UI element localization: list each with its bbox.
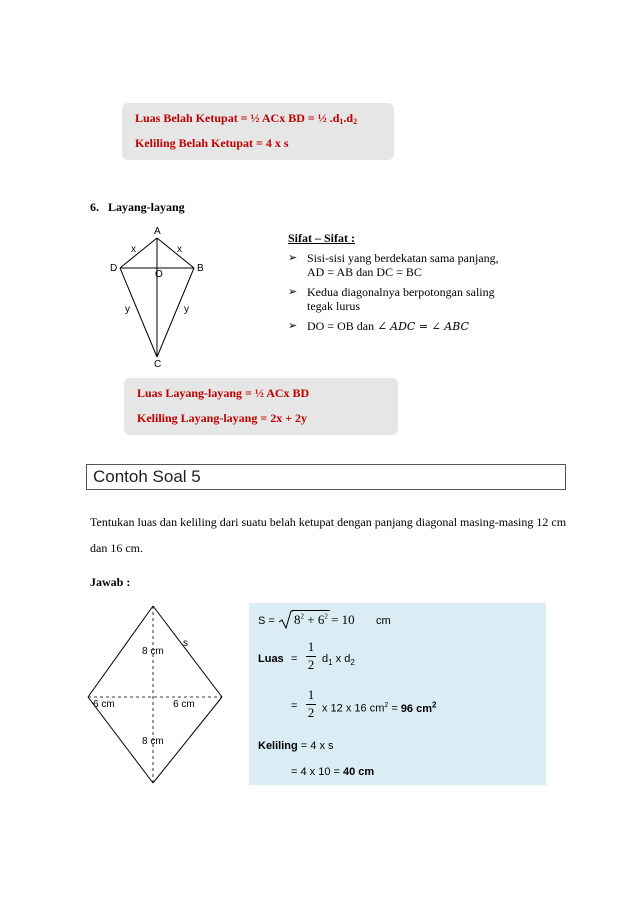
kite-side-ab: [157, 238, 194, 268]
sqrt-icon: [277, 609, 293, 631]
kite-properties: [288, 231, 518, 334]
area-result: x 12 x 16 $cm^2 = 96$ $cm^2$: [322, 700, 437, 715]
label-c: C: [154, 359, 162, 370]
label-y-right: y: [184, 304, 189, 315]
label-d: D: [110, 263, 118, 274]
label-b: B: [197, 263, 204, 274]
example-title-box: [86, 464, 566, 490]
kite-formula-box: [124, 378, 398, 435]
property-item: ➢ DO = OB dan ∠ ADC = ∠ ABC: [288, 319, 469, 333]
perimeter-calc: Keliling = 4 x s: [258, 740, 334, 752]
rhombus-area-formula: Luas Belah Ketupat = ½ ACx BD = ½ $.d_1.d_2$: [135, 111, 358, 126]
label-top-8cm: 8 cm: [142, 646, 164, 657]
fraction-half: 1 2: [307, 687, 315, 720]
label-a: A: [154, 226, 161, 237]
label-y-left: y: [125, 304, 130, 315]
kite-perimeter-formula: Keliling Layang-layang = 2x + 2y: [137, 411, 308, 425]
arrow-bullet-icon: ➢: [288, 252, 298, 264]
kite-side-ad: [120, 238, 157, 268]
perimeter-result: = 4 x 10 = 40 cm: [291, 766, 375, 778]
sqrt-radicand: $8^2 + 6^2 = 10$: [294, 612, 355, 627]
property-item: ➢ Kedua diagonalnya berpotongan saling tegak lurus: [288, 285, 495, 313]
area-label: Luas: [258, 653, 284, 665]
label-bottom-8cm: 8 cm: [142, 736, 164, 747]
label-right-6cm: 6 cm: [173, 699, 195, 710]
arrow-bullet-icon: ➢: [288, 320, 298, 332]
question-text: Tentukan luas dan keliling dari suatu belah ketupat dengan panjang diagonal masing-masing 12 cm dan 16 cm.: [90, 515, 567, 555]
label-left-6cm: 6 cm: [93, 699, 115, 710]
properties-title: Sifat – Sifat :: [288, 231, 355, 245]
area-formula: $d_1$ x $d_2$: [322, 653, 355, 668]
solution-box: [249, 603, 546, 785]
rhombus-diagram: [85, 603, 225, 788]
kite-diagram: [100, 222, 220, 370]
label-x-right: x: [177, 244, 182, 255]
label-s: s: [183, 638, 188, 649]
rhombus-formula-box: [122, 103, 394, 160]
area-eq-2: =: [291, 700, 298, 712]
sqrt-bar: [292, 610, 330, 611]
side-unit: cm: [376, 615, 391, 627]
example-title: Contoh Soal 5: [93, 467, 201, 486]
property-item: ➢ Sisi-sisi yang berdekatan sama panjang, AD = AB dan DC = BC: [288, 251, 499, 279]
kite-area-formula: Luas Layang-layang = ½ ACx BD: [137, 386, 310, 400]
arrow-bullet-icon: ➢: [288, 286, 298, 298]
rhombus-perimeter-formula: Keliling Belah Ketupat = 4 x s: [135, 136, 289, 150]
fraction-half: 1 2: [307, 639, 315, 672]
side-length-calc: S =: [258, 615, 275, 627]
area-eq-1: =: [291, 653, 298, 665]
label-x-left: x: [131, 244, 136, 255]
answer-label: Jawab :: [90, 575, 131, 589]
section-heading: 6. Layang-layang: [90, 200, 185, 214]
label-o: O: [155, 269, 163, 280]
